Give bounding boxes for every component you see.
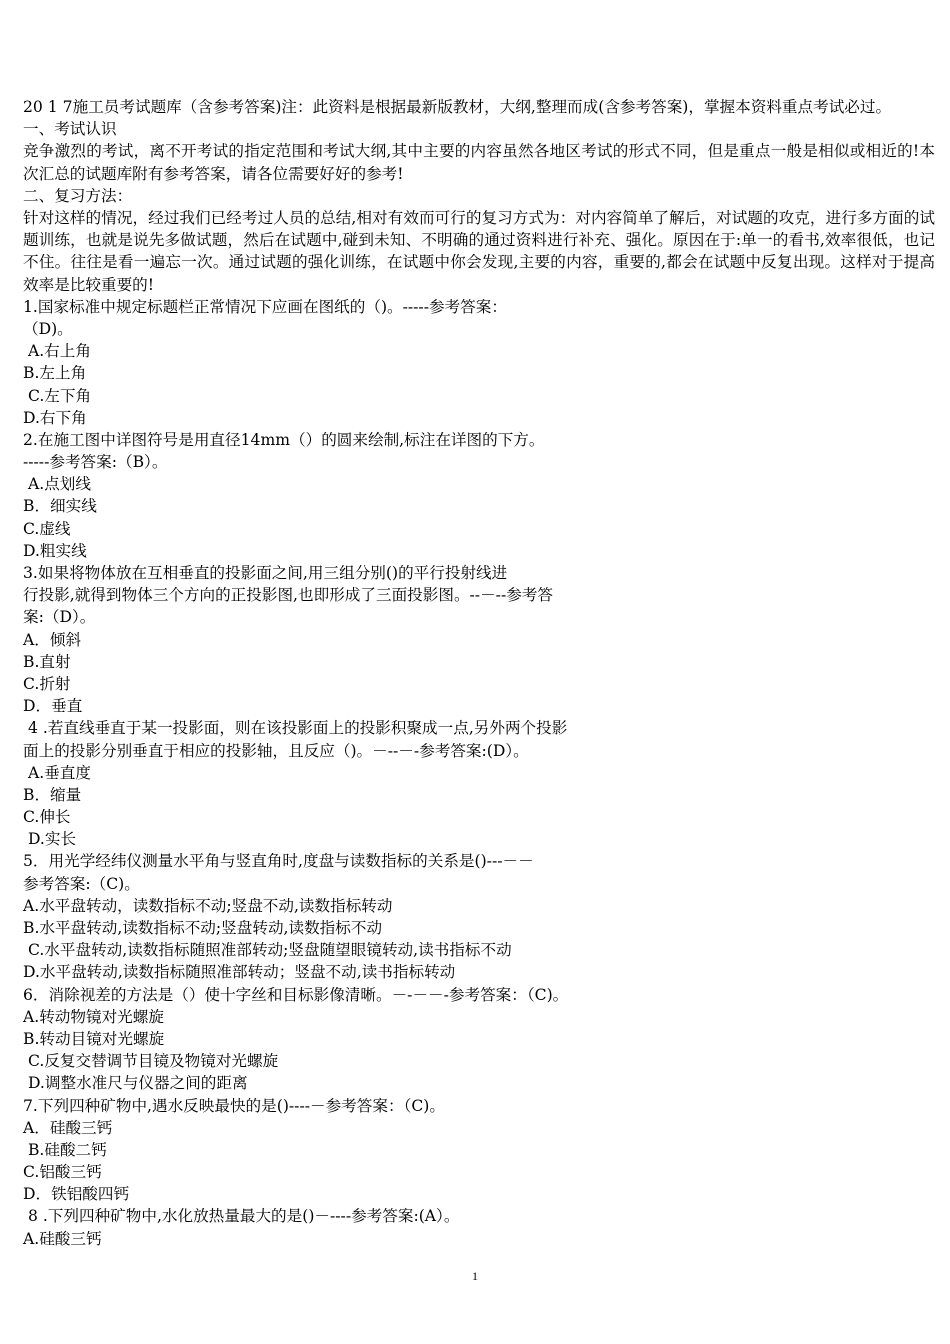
question-line: D．垂直 xyxy=(23,697,83,716)
intro-paragraph: 20 1 7施工员考试题库（含参考答案)注：此资料是根据最新版教材，大纲,整理而成(含参考答案)，掌握本资料重点考试必过。 xyxy=(23,98,892,116)
section-heading-review: 二、复习方法： xyxy=(23,186,133,205)
question-line: B．细实线 xyxy=(23,497,97,516)
question-line: C.折射 xyxy=(23,674,71,693)
question-line: 8 .下列四种矿物中,水化放热量最大的是()－----参考答案:(A）。 xyxy=(23,1207,460,1226)
question-line: A.右上角 xyxy=(23,342,91,361)
question-line: A.垂直度 xyxy=(23,763,91,782)
question-line: -----参考答案:（B）。 xyxy=(23,453,168,472)
question-line: 案:（D）。 xyxy=(23,608,96,627)
question-line: A.转动物镜对光螺旋 xyxy=(23,1007,164,1026)
question-line: B.转动目镜对光螺旋 xyxy=(23,1029,165,1048)
question-line: 参考答案:（C)。 xyxy=(23,874,140,893)
section-body-review: 针对这样的情况，经过我们已经考过人员的总结,相对有效而可行的复习方式为：对内容简单了解后，对试题的攻克，进行多方面的试题训练，也就是说先多做试题，然后在试题中,碰到未知、不明确的通过资料进行补充、强化。原因在于:单一的看书,效率很低，也记不住。往往是看一遍忘一次。通过试题的强化训练，在试题中你会发现,主要的内容，重要的,都会在试题中反复出现。这样对于提高效率是比较重要的! xyxy=(23,208,935,294)
question-line: 5．用光学经纬仪测量水平角与竖直角时,度盘与读数指标的关系是()---－－ xyxy=(23,852,534,871)
question-line: 行投影,就得到物体三个方向的正投影图,也即形成了三面投影图。--－--参考答 xyxy=(23,586,553,605)
question-line: A.水平盘转动，读数指标不动;竖盘不动,读数指标转动 xyxy=(23,896,393,915)
question-line: 2.在施工图中详图符号是用直径14mm（）的圆来绘制,标注在详图的下方。 xyxy=(23,430,545,449)
question-line: B.水平盘转动,读数指标不动;竖盘转动,读数指标不动 xyxy=(23,919,383,938)
question-line: 面上的投影分别垂直于相应的投影轴，且反应（)。－--－-参考答案:(D）。 xyxy=(23,741,529,760)
question-line: D.水平盘转动,读数指标随照准部转动；竖盘不动,读书指标转动 xyxy=(23,963,456,982)
section-body-exam: 竞争激烈的考试，离不开考试的指定范围和考试大纲,其中主要的内容虽然各地区考试的形式不同，但是重点一般是相似或相近的!本次汇总的试题库附有参考答案，请各位需要好好的参考! xyxy=(23,142,935,183)
document-page xyxy=(23,96,935,1250)
question-line: 4 .若直线垂直于某一投影面，则在该投影面上的投影积聚成一点,另外两个投影 xyxy=(23,719,568,738)
page-number: 1 xyxy=(472,1269,478,1283)
question-line: C.伸长 xyxy=(23,808,71,827)
question-line: D．铁铝酸四钙 xyxy=(23,1185,130,1204)
question-line: A．倾斜 xyxy=(23,630,82,649)
question-line: C.左下角 xyxy=(23,386,92,405)
question-line: C.反复交替调节目镜及物镜对光螺旋 xyxy=(23,1052,279,1071)
question-line: B.直射 xyxy=(23,652,71,671)
question-line: D.调整水准尺与仪器之间的距离 xyxy=(23,1074,248,1093)
question-line: 6．消除视差的方法是（）使十字丝和目标影像清晰。－-－－-参考答案：（C)。 xyxy=(23,985,569,1004)
question-list xyxy=(23,296,935,1250)
question-line: A．硅酸三钙 xyxy=(23,1118,113,1137)
question-line: B.硅酸二钙 xyxy=(23,1140,107,1159)
question-line: C.水平盘转动,读数指标随照准部转动;竖盘随望眼镜转动,读书指标不动 xyxy=(23,941,512,960)
question-line: A.点划线 xyxy=(23,475,91,494)
question-line: 3.如果将物体放在互相垂直的投影面之间,用三组分别()的平行投射线进 xyxy=(23,564,508,583)
question-line: 7.下列四种矿物中,遇水反映最快的是()----－参考答案：（C)。 xyxy=(23,1096,445,1115)
question-line: （D)。 xyxy=(23,319,73,338)
question-line: D.粗实线 xyxy=(23,541,87,560)
question-line: A.硅酸三钙 xyxy=(23,1229,102,1248)
question-line: D.实长 xyxy=(23,830,77,849)
question-line: 1.国家标准中规定标题栏正常情况下应画在图纸的（)。-----参考答案： xyxy=(23,297,507,316)
question-line: C.铝酸三钙 xyxy=(23,1163,102,1182)
question-line: B．缩量 xyxy=(23,785,82,804)
question-line: C.虚线 xyxy=(23,519,71,538)
question-line: D.右下角 xyxy=(23,408,87,427)
section-heading-exam: 一、考试认识 xyxy=(23,120,117,139)
question-line: B.左上角 xyxy=(23,364,87,383)
